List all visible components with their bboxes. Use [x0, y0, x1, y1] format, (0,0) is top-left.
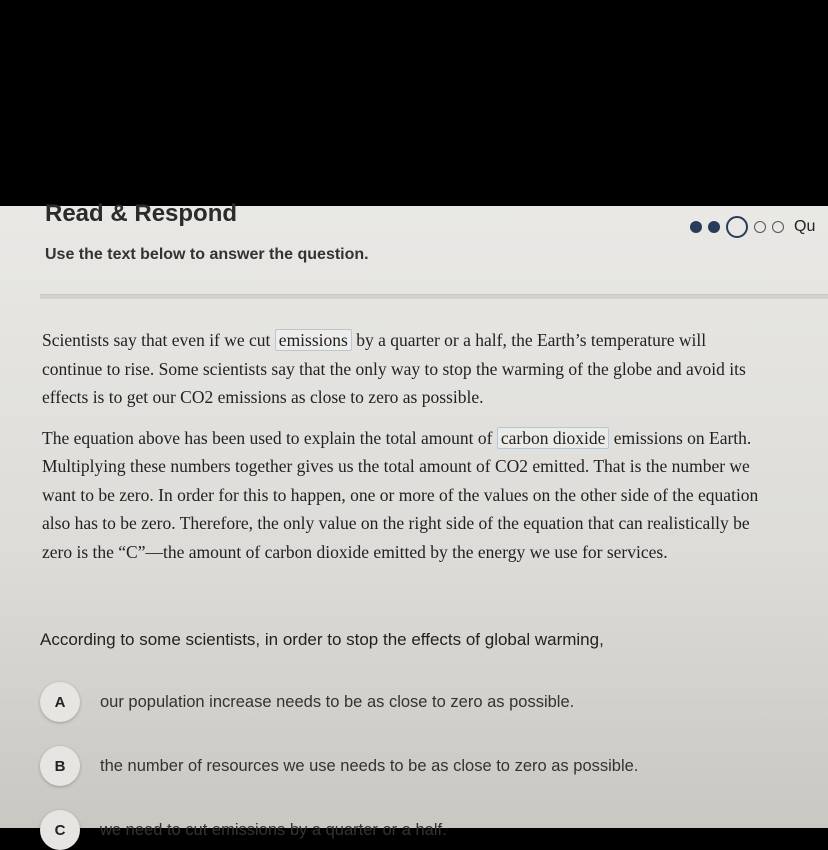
option-letter-badge[interactable]: A — [40, 682, 80, 722]
page-title: Read & Respond — [45, 200, 238, 227]
passage-text: The equation above has been used to explain the total amount of — [42, 427, 493, 448]
progress-dot-complete-icon — [708, 221, 720, 233]
answer-option-b[interactable] — [40, 746, 638, 786]
option-text[interactable]: the number of resources we use needs to be as close to zero as possible. — [100, 756, 639, 775]
progress-dot-current-icon — [726, 216, 748, 238]
progress-dot-complete-icon — [690, 221, 702, 233]
passage-paragraph — [42, 326, 767, 412]
progress-dot-empty-icon — [772, 221, 784, 233]
option-text[interactable]: we need to cut emissions by a quarter or a half. — [100, 820, 447, 839]
glossary-term-emissions[interactable]: emissions — [275, 329, 352, 351]
glossary-term-carbon-dioxide[interactable]: carbon dioxide — [497, 427, 609, 449]
question-prompt: According to some scientists, in order to stop the effects of global warming, — [40, 630, 604, 649]
progress-indicator — [690, 216, 815, 238]
divider — [40, 294, 828, 299]
answer-option-a[interactable] — [40, 682, 574, 722]
option-letter-badge[interactable]: C — [40, 810, 80, 850]
passage-text: emissions on Earth. Multiplying these numbers together gives us the total amount of CO2 emitted. That is the number we want to be zero. In order for this to happen, one or more of the values on the other side of the equation also has to be zero. Therefore, the only value on the right side of the equation that can realistically be zero is the “C”—the amount of carbon dioxide emitted by the energy we use for services. — [42, 427, 759, 562]
answer-option-c[interactable] — [40, 810, 447, 850]
option-text[interactable]: our population increase needs to be as close to zero as possible. — [100, 692, 575, 711]
passage-paragraph — [42, 424, 767, 567]
passage-text: by a quarter or a half, the Earth’s temperature will continue to rise. Some scientists say that the only way to stop the warming of the globe and avoid its effects is to get our CO2 emissions as close to zero as possible. — [42, 330, 746, 407]
passage-text: Scientists say that even if we cut — [42, 330, 271, 350]
activity-screen — [0, 200, 828, 839]
option-letter-badge[interactable]: B — [40, 746, 80, 786]
instruction-text: Use the text below to answer the question. — [45, 246, 369, 263]
reading-passage — [42, 326, 767, 578]
progress-dot-empty-icon — [754, 221, 766, 233]
progress-label: Qu — [794, 218, 816, 235]
